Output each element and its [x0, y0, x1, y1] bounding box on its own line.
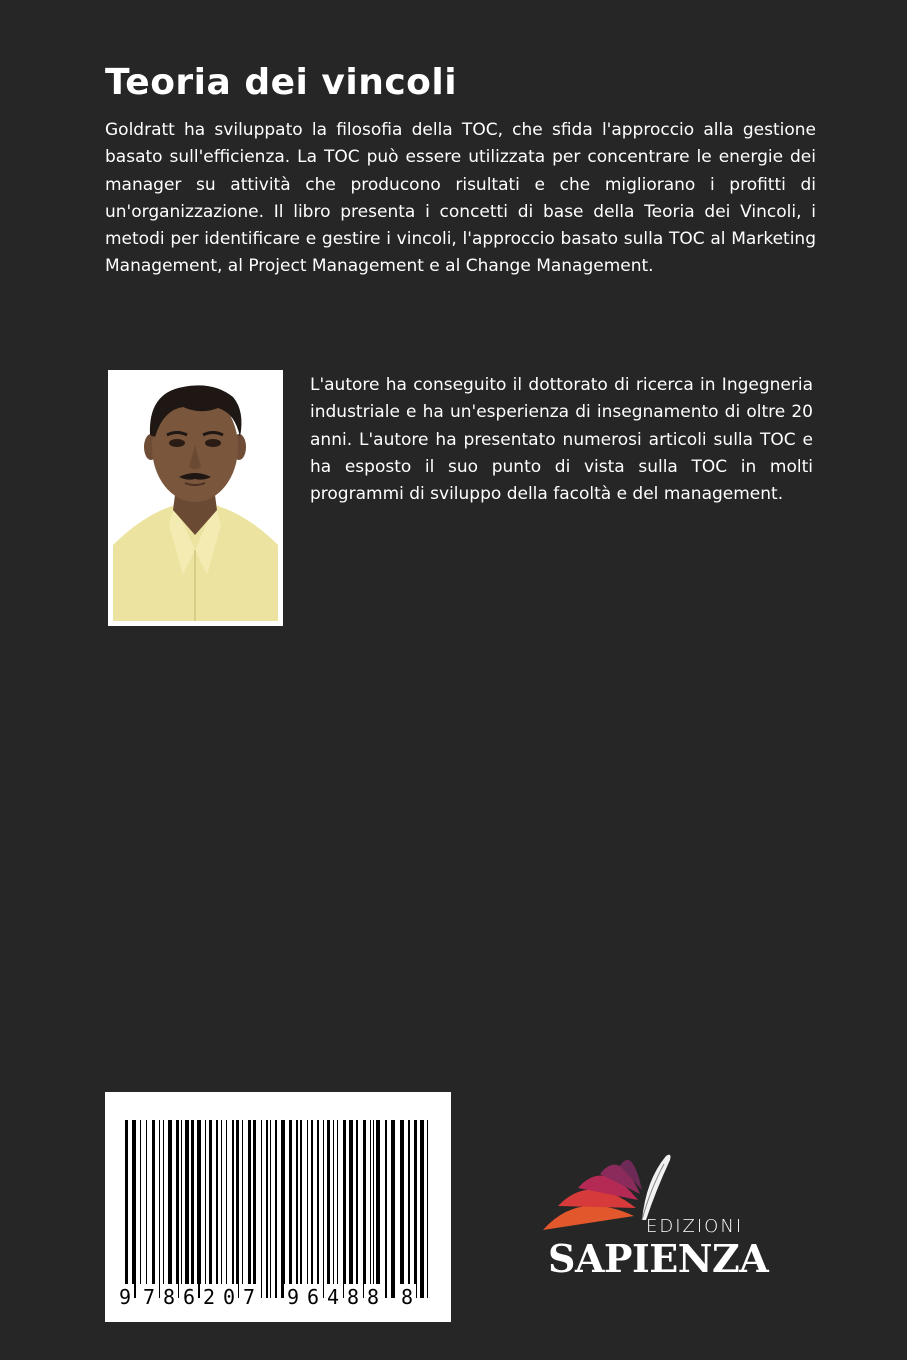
barcode-bar — [370, 1120, 371, 1298]
barcode-bar — [216, 1120, 218, 1298]
barcode-bar — [317, 1120, 319, 1298]
barcode-bar — [125, 1120, 128, 1298]
barcode-bar — [266, 1120, 268, 1298]
barcode-bar — [356, 1120, 358, 1298]
barcode-bar — [168, 1120, 172, 1298]
barcode-bar — [376, 1120, 380, 1298]
barcode-bar — [191, 1120, 194, 1298]
barcode-digit: 8 — [367, 1285, 380, 1309]
barcode-bar — [311, 1120, 313, 1298]
barcode-bar — [327, 1120, 330, 1298]
barcode-digit: 6 — [307, 1285, 320, 1309]
barcode-bar — [146, 1120, 147, 1298]
barcode-bar — [289, 1120, 292, 1298]
book-title: Teoria dei vincoli — [105, 62, 458, 103]
barcode-digit: 7 — [243, 1285, 256, 1309]
book-synopsis: Goldratt ha sviluppato la filosofia della TOC, che sfida l'approccio alla gestione basato sull'efficienza. La TOC può essere utilizzata per concentrare le energie dei manager su attività che producono risultati e che migliorano i profitti di un'organizzazione. Il libro presenta i concetti di base della Teoria dei Vincoli, i metodi per identificare e gestire i vincoli, l'approccio basato sulla TOC al Marketing Management, al Project Management e al Change Management. — [105, 120, 816, 277]
barcode-bar — [307, 1120, 308, 1298]
barcode-bar — [226, 1120, 227, 1298]
barcode-bar — [363, 1120, 366, 1298]
barcode-digit: 9 — [119, 1285, 132, 1309]
barcode-digit: 0 — [223, 1285, 236, 1309]
barcode-image — [105, 1092, 451, 1322]
barcode-digit: 8 — [401, 1285, 414, 1309]
publisher-line1: EDIZIONI — [646, 1216, 744, 1237]
barcode-digit: 9 — [287, 1285, 300, 1309]
barcode-bar — [140, 1120, 141, 1298]
isbn-barcode — [105, 1092, 451, 1322]
barcode-bar — [132, 1120, 136, 1298]
author-portrait-image — [113, 375, 278, 621]
barcode-bar — [242, 1120, 243, 1298]
barcode-digit: 8 — [347, 1285, 360, 1309]
author-bio: L'autore ha conseguito il dottorato di ricerca in Ingegneria industriale e ha un'esperienza di insegnamento di oltre 20 anni. L'autore ha presentato numerosi articoli sulla TOC e ha esposto il suo punto di vista sulla TOC in molti programmi di sviluppo della facoltà e del management. — [310, 375, 813, 505]
barcode-bar — [391, 1120, 395, 1298]
barcode-bar — [181, 1120, 182, 1298]
barcode-bar — [337, 1120, 338, 1298]
barcode-bar — [197, 1120, 201, 1298]
barcode-bar — [300, 1120, 302, 1298]
barcode-bar — [205, 1120, 206, 1298]
barcode-bar — [232, 1120, 234, 1298]
barcode-bar — [159, 1120, 160, 1298]
barcode-bar — [248, 1120, 251, 1298]
barcode-bar — [385, 1120, 387, 1298]
publisher-logo — [538, 1150, 769, 1281]
barcode-bar — [343, 1120, 346, 1298]
barcode-bar — [373, 1120, 374, 1298]
barcode-bar — [349, 1120, 353, 1298]
barcode-bar — [275, 1120, 277, 1298]
barcode-bar — [185, 1120, 189, 1298]
barcode-bar — [414, 1120, 417, 1298]
publisher-name: SAPIENZA — [548, 1236, 769, 1281]
barcode-digit: 4 — [327, 1285, 340, 1309]
barcode-bar — [152, 1120, 155, 1298]
barcode-bar — [209, 1120, 212, 1298]
barcode-bar — [236, 1120, 239, 1298]
barcode-bar — [163, 1120, 164, 1298]
barcode-bar — [427, 1120, 428, 1298]
barcode-bar — [333, 1120, 334, 1298]
barcode-bar — [261, 1120, 262, 1298]
barcode-digit: 6 — [183, 1285, 196, 1309]
barcode-bar — [420, 1120, 424, 1298]
barcode-digit: 2 — [203, 1285, 216, 1309]
barcode-bar — [400, 1120, 404, 1298]
author-photo — [108, 370, 283, 626]
barcode-bar — [253, 1120, 256, 1298]
barcode-bar — [296, 1120, 298, 1298]
barcode-bar — [176, 1120, 179, 1298]
barcode-digit: 7 — [143, 1285, 156, 1309]
barcode-digit: 8 — [163, 1285, 176, 1309]
barcode-bar — [323, 1120, 324, 1298]
barcode-bar — [281, 1120, 285, 1298]
barcode-bar — [270, 1120, 271, 1298]
barcode-bar — [221, 1120, 222, 1298]
barcode-bar — [408, 1120, 410, 1298]
